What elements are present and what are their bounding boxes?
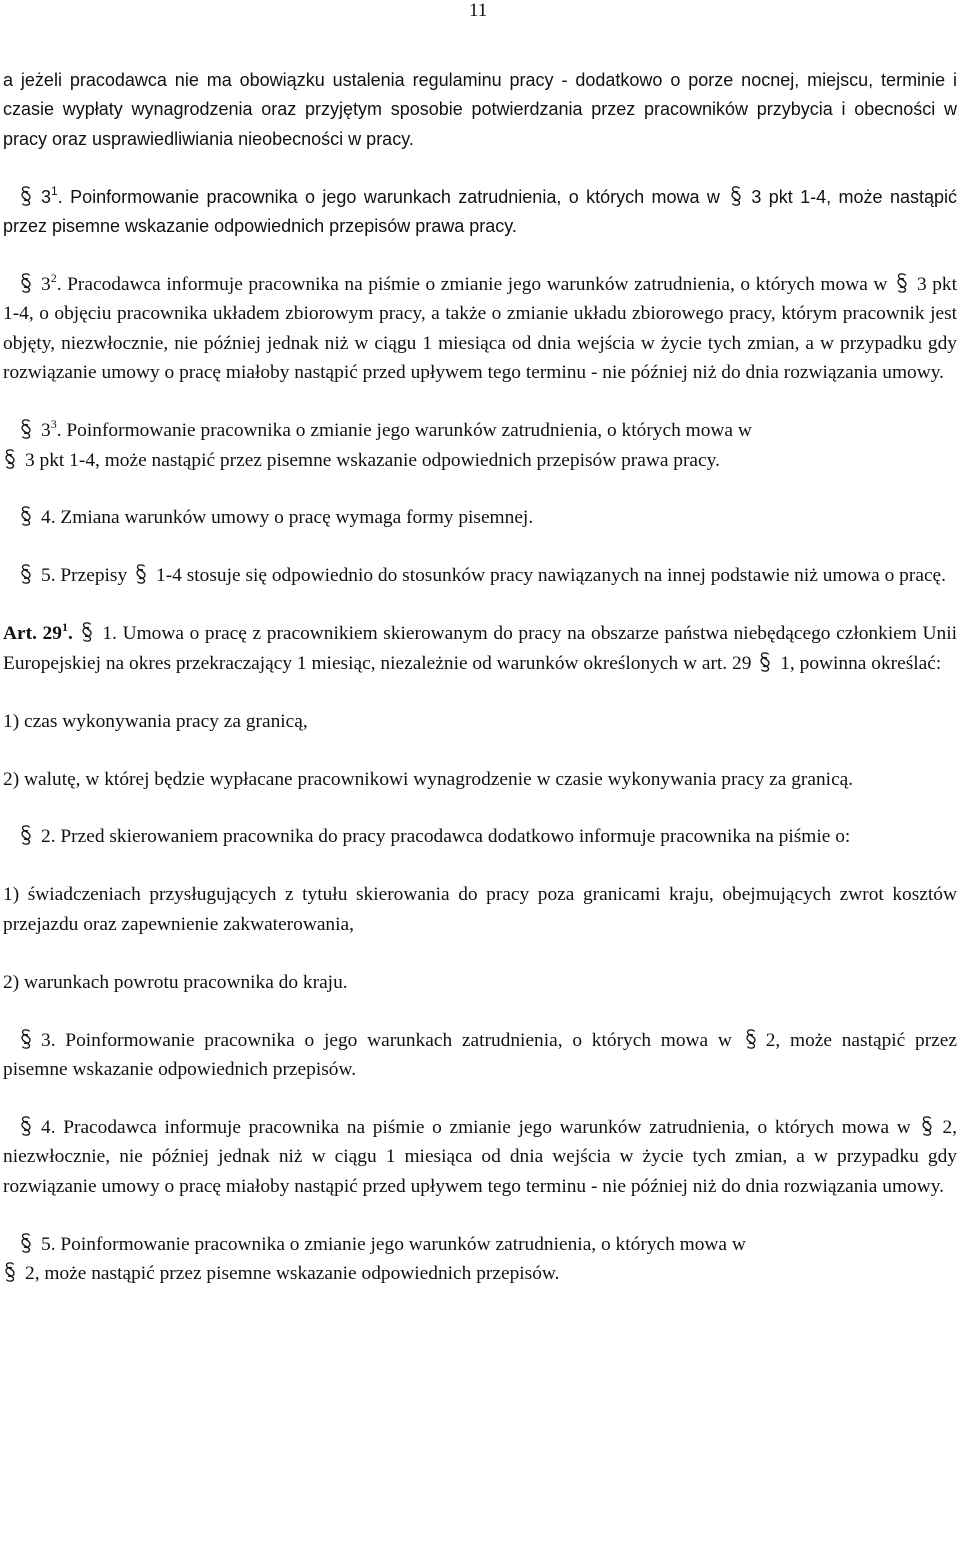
section-sign-icon	[729, 184, 743, 208]
section-4	[3, 503, 957, 532]
section-sign-icon	[744, 1027, 758, 1051]
section-sign-icon	[19, 1231, 33, 1255]
section-sign-icon	[19, 184, 33, 208]
section-text: 4. Pracodawca informuje pracownika na piśmie o zmianie jego warunków zatrudnienia, o których mowa w	[41, 1116, 919, 1138]
section-reference-text: 2, może nastąpić przez pisemne wskazanie odpowiednich przepisów.	[3, 1029, 957, 1080]
document-body	[3, 66, 957, 1317]
section-3-3	[3, 416, 957, 475]
section-sign-icon	[19, 417, 33, 441]
section-sign-icon	[19, 271, 33, 295]
section-text: 2. Przed skierowaniem pracownika do pracy pracodawca dodatkowo informuje pracownika na piśmie o:	[41, 826, 851, 848]
list-item-text: 1) świadczeniach przysługujących z tytułu skierowania do pracy poza granicami kraju, obejmujących zwrot kosztów przejazdu oraz zapewnienie zakwaterowania,	[3, 884, 957, 935]
intro-paragraph	[3, 66, 957, 154]
section-29-2	[3, 822, 957, 851]
section-29-4	[3, 1113, 957, 1201]
section-sign-icon	[19, 562, 33, 586]
section-text: . Poinformowanie pracownika o zmianie jego warunków zatrudnienia, o których mowa w	[56, 420, 752, 442]
section-3-1	[3, 183, 957, 242]
section-29-3	[3, 1026, 957, 1085]
section-sign-icon	[134, 562, 148, 586]
list-item	[3, 880, 957, 939]
section-reference-text: 3 pkt 1-4, o objęciu pracownika układem zbiorowym pracy, a także o zmianie układu zbiorowego pracy, którym pracownik jest objęty, niezwłocznie, nie później jednak niż w ciągu 1 miesiąca od dnia wejścia w życie tych zmian, a w przypadku gdy rozwiązanie umowy o pracę miałoby nastąpić przed upływem tego terminu - nie później niż do dnia rozwiązania umowy.	[3, 274, 957, 384]
section-text: 3. Poinformowanie pracownika o jego warunkach zatrudnienia, o których mowa w	[41, 1029, 742, 1051]
list-item-text: 1) czas wykonywania pracy za granicą,	[3, 710, 308, 732]
list-item	[3, 968, 957, 997]
section-sign-icon	[19, 504, 33, 528]
section-text: 4. Zmiana warunków umowy o pracę wymaga formy pisemnej.	[41, 507, 534, 529]
section-5	[3, 561, 957, 590]
section-sign-icon	[895, 271, 909, 295]
section-number: 5.	[41, 565, 56, 587]
list-item	[3, 765, 957, 794]
section-text: . Poinformowanie pracownika o jego warunkach zatrudnienia, o których mowa w	[57, 186, 728, 207]
section-3-2	[3, 270, 957, 388]
section-sign-icon	[80, 620, 94, 644]
section-sign-icon	[19, 1114, 33, 1138]
section-text: Przepisy	[55, 565, 133, 587]
section-sign-icon	[19, 1027, 33, 1051]
section-number: 3	[41, 274, 51, 296]
section-reference-text: 3 pkt 1-4, może nastąpić przez pisemne wskazanie odpowiednich przepisów prawa pracy.	[3, 186, 957, 237]
section-text: 5. Poinformowanie pracownika o zmianie jego warunków zatrudnienia, o których mowa w	[41, 1233, 746, 1255]
section-sign-icon	[3, 1260, 17, 1284]
intro-text: a jeżeli pracodawca nie ma obowiązku ustalenia regulaminu pracy - dodatkowo o porze nocnej, miejscu, terminie i czasie wypłaty wynagrodzenia oraz przyjętym sposobie potwierdzania przez pracowników przybycia i obecności w pracy oraz usprawiedliwiania nieobecności w pracy.	[3, 70, 957, 149]
section-sign-icon	[758, 650, 772, 674]
article-superscript: 1	[61, 620, 68, 635]
section-29-5	[3, 1230, 957, 1289]
section-reference-text: 3 pkt 1-4, może nastąpić przez pisemne wskazanie odpowiednich przepisów prawa pracy.	[25, 449, 720, 471]
article-label: Art. 29	[3, 623, 62, 645]
article-text: 1. Umowa o pracę z pracownikiem skierowanym do pracy na obszarze państwa niebędącego członkiem Unii Europejskiej na okres przekraczający 1 miesiąc, niezależnie od warunków określonych w art. 29	[3, 623, 957, 674]
section-number: 3	[41, 186, 52, 207]
section-number: 3	[41, 420, 51, 442]
section-sign-icon	[19, 823, 33, 847]
list-item-text: 2) warunkach powrotu pracownika do kraju.	[3, 971, 348, 993]
page-number: 11	[469, 0, 488, 21]
section-sign-icon	[920, 1114, 934, 1138]
list-item-text: 2) walutę, w której będzie wypłacane pracownikowi wynagrodzenie w czasie wykonywania pracy za granicą.	[3, 768, 854, 790]
section-superscript: 2	[50, 271, 57, 286]
article-label-dot: .	[67, 623, 73, 645]
section-sign-icon	[3, 447, 17, 471]
section-superscript: 3	[50, 417, 57, 432]
article-reference-text: 1, powinna określać:	[780, 652, 942, 674]
article-29-1	[3, 619, 957, 678]
list-item	[3, 707, 957, 736]
section-reference-text: 2, może nastąpić przez pisemne wskazanie odpowiednich przepisów.	[25, 1262, 560, 1284]
section-reference-text: 1-4 stosuje się odpowiednio do stosunków pracy nawiązanych na innej podstawie niż umowa o pracę.	[156, 565, 947, 587]
section-superscript: 1	[51, 183, 58, 198]
section-text: . Pracodawca informuje pracownika na piśmie o zmianie jego warunków zatrudnienia, o których mowa w	[56, 274, 893, 296]
section-reference-text: 2, niezwłocznie, nie później jednak niż w ciągu 1 miesiąca od dnia wejścia w życie tych zmian, a w przypadku gdy rozwiązanie umowy o pracę miałoby nastąpić przed upływem tego terminu - nie później niż do dnia rozwiązania umowy.	[3, 1116, 957, 1197]
